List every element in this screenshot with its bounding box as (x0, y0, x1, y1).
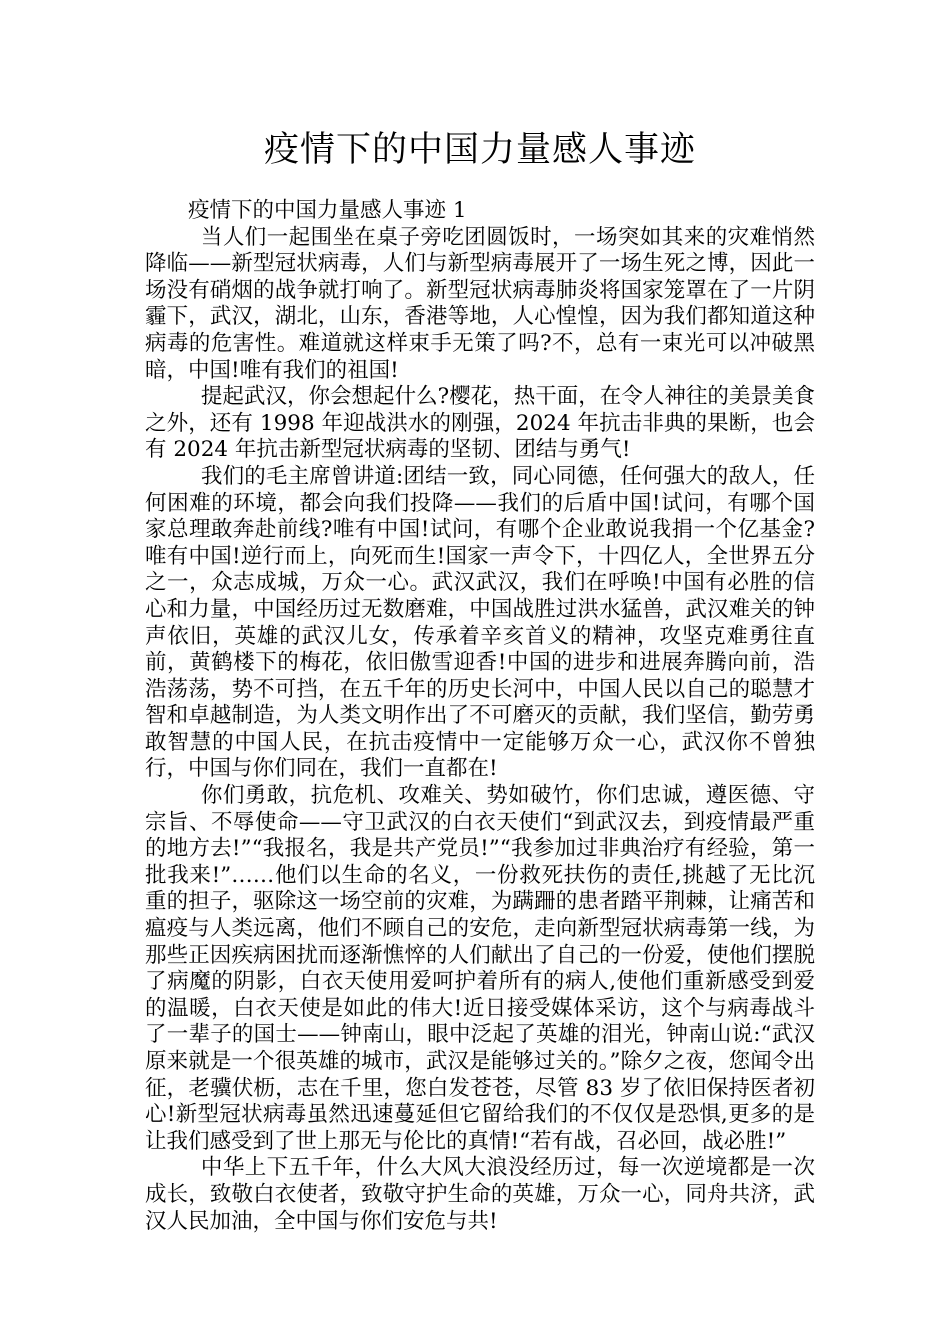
paragraph-5: 中华上下五千年，什么大风大浪没经历过，每一次逆境都是一次成长，致敬白衣使者，致敬守护生命的英雄，万众一心，同舟共济，武汉人民加油，全中国与你们安危与共! (145, 1155, 815, 1234)
document-title: 疫情下的中国力量感人事迹 (263, 130, 696, 170)
document-page (145, 126, 815, 1235)
paragraph-2: 提起武汉，你会想起什么?樱花，热干面，在令人神往的美景美食之外，还有 1998 年迎战洪水的刚强，2024 年抗击非典的果断，也会有 2024 年抗击新型冠状病毒的坚韧、团结与勇气! (145, 384, 815, 463)
document-subtitle: 疫情下的中国力量感人事迹 1 (188, 198, 467, 223)
paragraph-3: 我们的毛主席曾讲道:团结一致，同心同德，任何强大的敌人，任何困难的环境，都会向我们投降——我们的后盾中国!试问，有哪个国家总理敢奔赴前线?唯有中国!试问，有哪个企业敢说我捐一个亿基金?唯有中国!逆行而上，向死而生!国家一声令下，十四亿人，全世界五分之一，众志成城，万众一心。武汉武汉，我们在呼唤!中国有必胜的信心和力量，中国经历过无数磨难，中国战胜过洪水猛兽，武汉难关的钟声依旧，英雄的武汉儿女，传承着辛亥首义的精神，攻坚克难勇往直前，黄鹤楼下的梅花，依旧傲雪迎香!中国的进步和进展奔腾向前，浩浩荡荡，势不可挡，在五千年的历史长河中，中国人民以自己的聪慧才智和卓越制造，为人类文明作出了不可磨灭的贡献，我们坚信，勤劳勇敢智慧的中国人民，在抗击疫情中一定能够万众一心，武汉你不曾独行，中国与你们同在，我们一直都在! (145, 463, 815, 782)
paragraph-4: 你们勇敢，抗危机、攻难关、势如破竹，你们忠诚，遵医德、守宗旨、不辱使命——守卫武汉的白衣天使们“到武汉去，到疫情最严重的地方去!”“我报名，我是共产党员!”“我参加过非典治疗有经验，第一批我来!”……他们以生命的名义，一份救死扶伤的责任,挑越了无比沉重的担子，驱除这一场空前的灾难，为蹒跚的患者踏平荆棘，让痛苦和瘟疫与人类远离，他们不顾自己的安危，走向新型冠状病毒第一线，为那些正因疾病困扰而逐渐憔悴的人们献出了自己的一份爱，使他们摆脱了病魔的阴影，白衣天使用爱呵护着所有的病人,使他们重新感受到爱的温暖，白衣天使是如此的伟大!近日接受媒体采访，这个与病毒战斗了一辈子的国士——钟南山，眼中泛起了英雄的泪光，钟南山说:“武汉原来就是一个很英雄的城市，武汉是能够过关的。”除夕之夜，您闻令出征，老骥伏枥，志在千里，您白发苍苍，尽管 83 岁了依旧保持医者初心!新型冠状病毒虽然迅速蔓延但它留给我们的不仅仅是恐惧,更多的是让我们感受到了世上那无与伦比的真情!“若有战，召必回，战必胜!” (145, 783, 815, 1154)
paragraph-1: 当人们一起围坐在桌子旁吃团圆饭时，一场突如其来的灾难悄然降临——新型冠状病毒，人们与新型病毒展开了一场生死之博，因此一场没有硝烟的战争就打响了。新型冠状病毒肺炎将国家笼罩在了一片阴霾下，武汉，湖北，山东，香港等地，人心惶惶，因为我们都知道这种病毒的危害性。难道就这样束手无策了吗?不，总有一束光可以冲破黑暗，中国!唯有我们的祖国! (145, 224, 815, 383)
